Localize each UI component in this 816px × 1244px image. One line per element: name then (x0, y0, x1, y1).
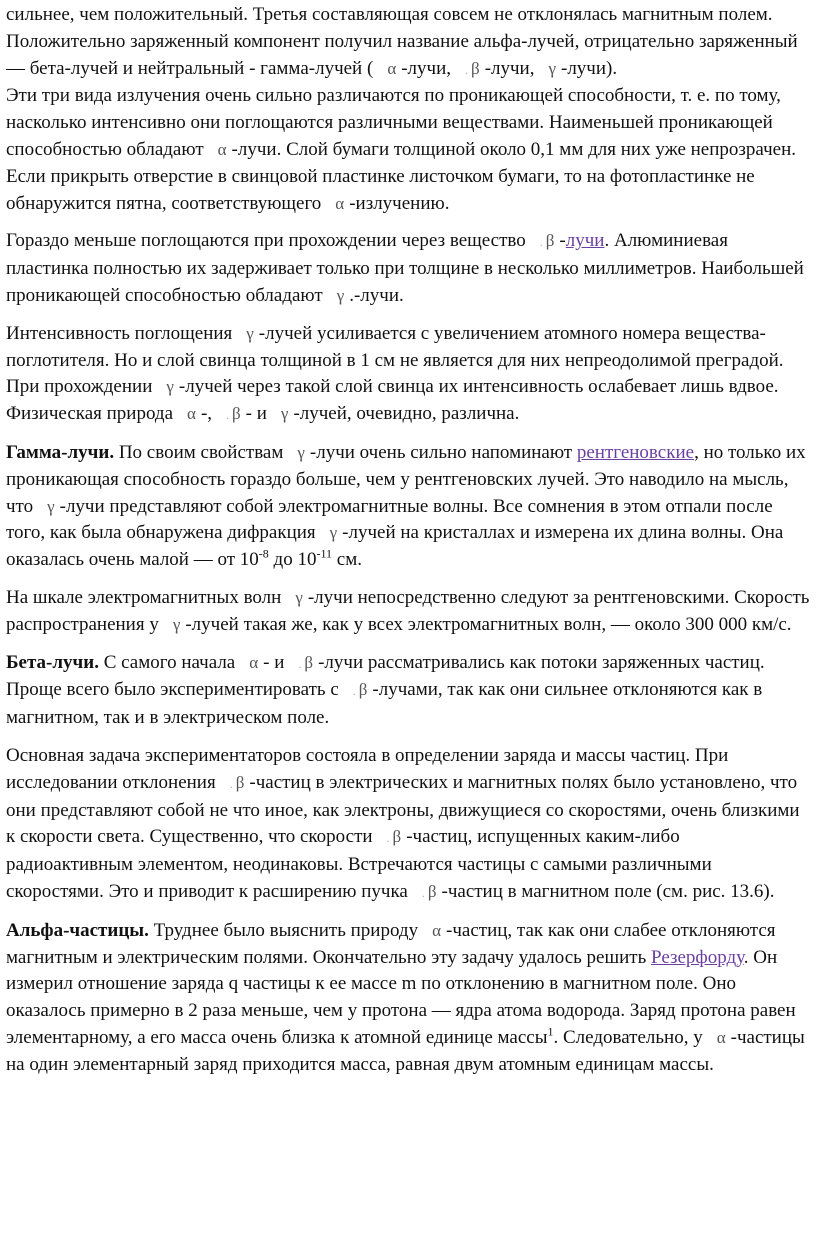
section-heading: Бета-лучи. (6, 651, 99, 673)
text: -, (200, 403, 213, 425)
link-beta-rays[interactable]: лучи (565, 230, 605, 252)
section-heading: Альфа-частицы. (6, 919, 149, 941)
alpha-symbol: α (187, 404, 196, 424)
text: . Следовательно, у (553, 1026, 703, 1048)
text: -лучи). (561, 57, 618, 79)
beta-symbol: . β (526, 228, 560, 256)
gamma-symbol: γ (166, 377, 174, 397)
text: .-лучи. (349, 284, 404, 306)
beta-symbol: . β (284, 650, 318, 678)
text: Труднее было выяснить природу (153, 919, 419, 941)
paragraph-8 (6, 743, 810, 907)
beta-symbol: . β (373, 824, 407, 852)
gamma-symbol: γ (172, 614, 181, 634)
text: -лучи очень сильно напоминают (309, 441, 573, 463)
footnote-marker[interactable]: 1 (547, 1024, 554, 1039)
text: -частиц, испущенных каким-либо радиоактивным элементом, неодинаковы. Встречаются частицы с самыми различными скоростями. Это и приводит к расширению пучка (6, 826, 712, 902)
text: -лучи, (401, 57, 452, 79)
text: На шкале электромагнитных волн (6, 586, 282, 608)
exponent: -8 (258, 546, 269, 561)
beta-symbol: . β (451, 56, 485, 84)
text: . Алюминиевая пластинка полностью их задерживает только при толщине в несколько миллиметров. Наибольшей проникающей способностью обладают (6, 230, 804, 306)
text: Интенсивность поглощения (6, 322, 233, 344)
alpha-symbol: α (335, 193, 345, 213)
text: до 10 (268, 549, 317, 571)
gamma-symbol: γ (295, 587, 303, 607)
paragraph-beta-rays (6, 650, 810, 732)
paragraph-gamma-rays (6, 440, 810, 574)
text: -лучи, (484, 57, 535, 79)
paragraph-2 (6, 83, 810, 217)
text: -лучей усиливается с увеличением атомного номера вещества-поглотителя. Но и слой свинца толщиной в 1 см не является для них непреодолимой преградой. При прохождении (6, 322, 784, 398)
text: Основная задача экспериментаторов состояла в определении заряда и массы частиц. При исследовании отклонения (6, 744, 729, 793)
text: -частиц в электрических и магнитных полях было установлено, что они представляют собой не что иное, как электроны, движущиеся со скоростями, очень близкими к скорости света. Существенно, что скорости (6, 771, 800, 848)
text: -лучей на кристаллах и измерена их длина волны. Она оказалась очень малой — от 10 (6, 522, 784, 571)
paragraph-4 (6, 321, 810, 429)
alpha-symbol: α (716, 1027, 726, 1047)
link-rutherford[interactable]: Резерфорду (651, 946, 744, 968)
text: , но только их проникающая способность гораздо больше, чем у рентгеновских лучей. Это наводило на мысль, что (6, 441, 806, 517)
text: -частиц, так как они слабее отклоняются магнитным и электрическим полями. Окончательно эту задачу удалось решить (6, 919, 776, 968)
gamma-symbol: γ (548, 58, 556, 78)
beta-symbol: . β (408, 879, 442, 907)
paragraph-6 (6, 585, 810, 639)
text: -лучей, очевидно, различна. (293, 403, 520, 425)
text: -излучению. (349, 192, 450, 214)
text: - и (245, 403, 267, 425)
beta-symbol: . β (212, 401, 246, 429)
section-heading: Гамма-лучи. (6, 441, 115, 463)
text: С самого начала (103, 651, 236, 673)
text: По своим свойствам (118, 441, 284, 463)
text: - и (263, 651, 285, 673)
paragraph-1 (6, 2, 810, 83)
text: -лучей такая же, как у всех электромагнитных волн, — около 300 000 км/с. (185, 613, 792, 635)
text: -лучи непосредственно следуют за рентгеновскими. Скорость распространения у (6, 586, 810, 635)
paragraph-3 (6, 228, 810, 309)
link-xray[interactable]: рентгеновские (576, 441, 695, 463)
text: -лучи представляют собой электромагнитные волны. Все сомнения в этом отпали после того, как была обнаружена дифракция (6, 495, 773, 544)
alpha-symbol: α (217, 139, 227, 159)
text: -частицы на один элементарный заряд приходится масса, равная двум атомным единицам массы. (6, 1026, 805, 1075)
gamma-symbol: γ (280, 404, 289, 424)
text: - (559, 230, 566, 252)
text: -лучей через такой слой свинца их интенсивность ослабевает лишь вдвое. Физическая природа (6, 376, 779, 425)
paragraph-alpha-particles (6, 918, 810, 1079)
text: см. (332, 549, 362, 571)
text: -частиц в магнитном поле (см. рис. 13.6). (441, 880, 775, 902)
alpha-symbol: α (432, 920, 442, 940)
text: -лучи. Слой бумаги толщиной около 0,1 мм для них уже непрозрачен. Если прикрыть отверстие в свинцовой пластинке листочком бумаги, то на фотопластинке не обнаружится пятна, соответствующего (6, 138, 796, 214)
beta-symbol: . β (216, 770, 250, 798)
text: Эти три вида излучения очень сильно различаются по проникающей способности, т. е. по тому, насколько интенсивно они поглощаются различными веществами. Наименьшей проникающей способностью обладают (6, 85, 781, 160)
text: -лучи рассматривались как потоки заряженных частиц. Проще всего было экспериментировать с (6, 651, 765, 701)
alpha-symbol: α (249, 652, 259, 672)
text: сильнее, чем положительный. Третья составляющая совсем не отклонялась магнитным полем. Положительно заряженный компонент получил название альфа-лучей, отрицательно заряженный — бета-лучей и нейтральный - гамма-лучей ( (6, 4, 798, 79)
text: . Он измерил отношение заряда q частицы к ее массе m по отклонению в магнитном поле. Оно оказалось примерно в 2 раза меньше, чем у протона — ядра атома водорода. Заряд протона равен элементарному, а его масса очень близка к атомной единице массы (6, 946, 796, 1048)
exponent: -11 (316, 546, 333, 561)
beta-symbol: . β (339, 677, 373, 705)
gamma-symbol: γ (336, 285, 345, 305)
gamma-symbol: γ (246, 323, 254, 343)
alpha-symbol: α (387, 58, 397, 78)
text: -лучами, так как они сильнее отклоняются как в магнитном, так и в электрическом поле. (6, 679, 763, 729)
gamma-symbol: γ (329, 523, 338, 543)
text: Гораздо меньше поглощаются при прохождении через вещество (6, 230, 526, 252)
gamma-symbol: γ (47, 496, 55, 516)
gamma-symbol: γ (297, 442, 305, 462)
